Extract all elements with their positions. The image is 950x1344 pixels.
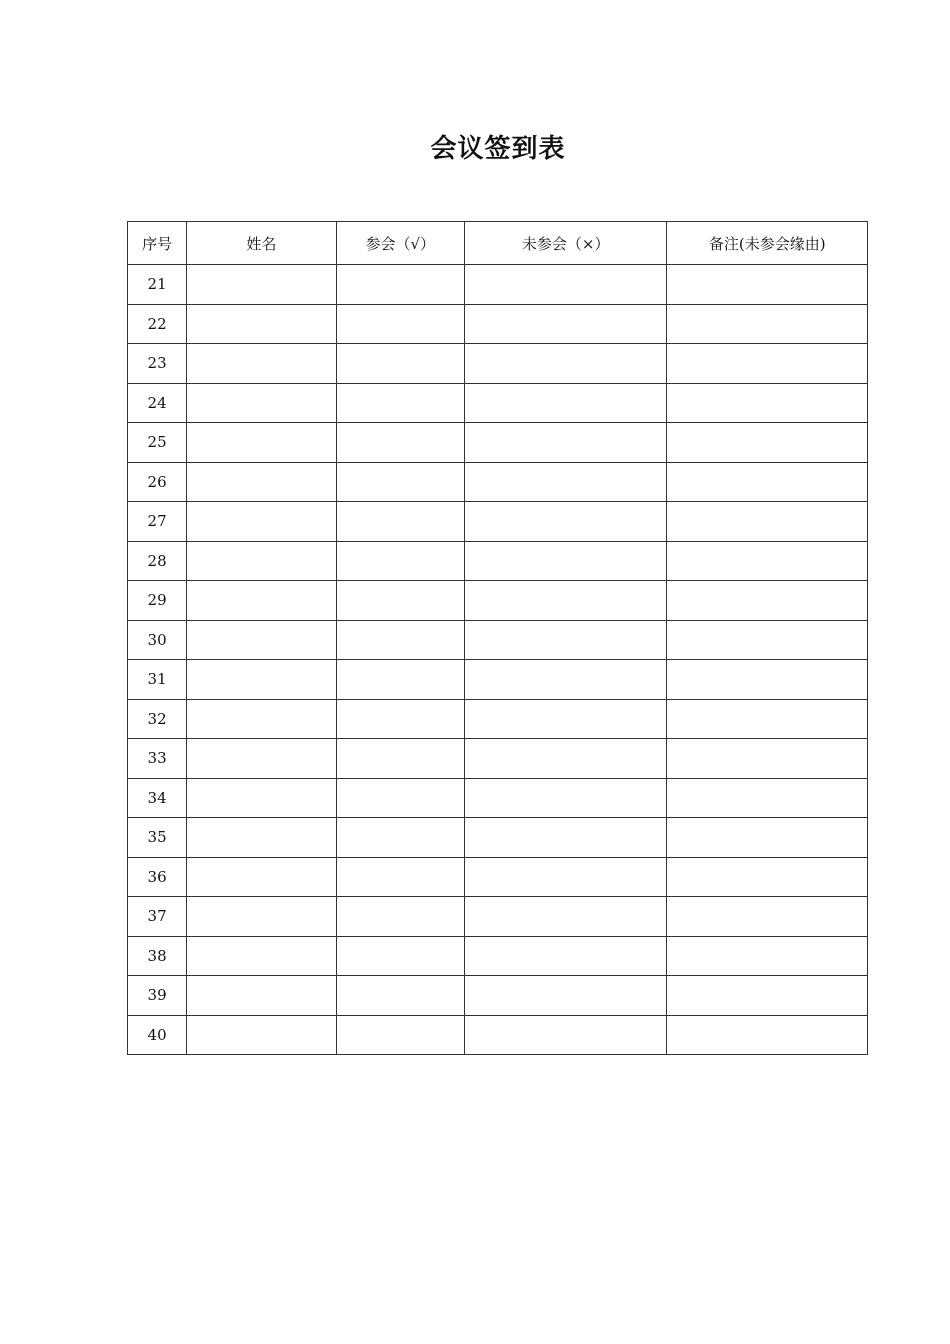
cell-name[interactable] <box>187 936 336 976</box>
cell-no: 32 <box>128 699 187 739</box>
cell-note[interactable] <box>667 739 868 779</box>
table-row <box>128 265 868 305</box>
cell-name[interactable] <box>187 344 336 384</box>
cell-note[interactable] <box>667 502 868 542</box>
cell-note[interactable] <box>667 660 868 700</box>
cell-attend[interactable] <box>336 936 464 976</box>
cell-note[interactable] <box>667 1015 868 1055</box>
cell-no: 35 <box>128 818 187 858</box>
table-row <box>128 818 868 858</box>
cell-attend[interactable] <box>336 541 464 581</box>
cell-note[interactable] <box>667 857 868 897</box>
cell-attend[interactable] <box>336 423 464 463</box>
cell-attend[interactable] <box>336 897 464 937</box>
cell-no: 26 <box>128 462 187 502</box>
table-row <box>128 423 868 463</box>
cell-attend[interactable] <box>336 699 464 739</box>
table-row <box>128 383 868 423</box>
cell-absent[interactable] <box>464 462 667 502</box>
cell-absent[interactable] <box>464 857 667 897</box>
cell-name[interactable] <box>187 304 336 344</box>
table-row <box>128 541 868 581</box>
cell-note[interactable] <box>667 344 868 384</box>
cell-note[interactable] <box>667 818 868 858</box>
cell-attend[interactable] <box>336 778 464 818</box>
cell-absent[interactable] <box>464 502 667 542</box>
cell-name[interactable] <box>187 462 336 502</box>
cell-note[interactable] <box>667 699 868 739</box>
table-header-row <box>128 222 868 265</box>
cell-name[interactable] <box>187 818 336 858</box>
table-row <box>128 739 868 779</box>
cell-note[interactable] <box>667 897 868 937</box>
cell-note[interactable] <box>667 976 868 1016</box>
cell-name[interactable] <box>187 778 336 818</box>
table-row <box>128 581 868 621</box>
cell-no: 37 <box>128 897 187 937</box>
cell-absent[interactable] <box>464 976 667 1016</box>
cell-attend[interactable] <box>336 304 464 344</box>
table-row <box>128 462 868 502</box>
cell-no: 34 <box>128 778 187 818</box>
table-row <box>128 976 868 1016</box>
cell-no: 33 <box>128 739 187 779</box>
cell-note[interactable] <box>667 423 868 463</box>
cell-absent[interactable] <box>464 383 667 423</box>
header-attend: 参会（√） <box>336 222 464 265</box>
page-title: 会议签到表 <box>430 134 566 164</box>
cell-no: 21 <box>128 265 187 305</box>
cell-name[interactable] <box>187 1015 336 1055</box>
cell-absent[interactable] <box>464 699 667 739</box>
cell-absent[interactable] <box>464 660 667 700</box>
sign-in-table <box>127 221 868 1055</box>
cell-name[interactable] <box>187 620 336 660</box>
cell-no: 24 <box>128 383 187 423</box>
table-row <box>128 699 868 739</box>
cell-no: 28 <box>128 541 187 581</box>
cell-no: 36 <box>128 857 187 897</box>
cell-name[interactable] <box>187 541 336 581</box>
cell-absent[interactable] <box>464 423 667 463</box>
table-row <box>128 897 868 937</box>
table-row <box>128 1015 868 1055</box>
table-row <box>128 620 868 660</box>
cell-name[interactable] <box>187 383 336 423</box>
cell-name[interactable] <box>187 857 336 897</box>
cell-attend[interactable] <box>336 660 464 700</box>
cell-attend[interactable] <box>336 462 464 502</box>
cell-no: 30 <box>128 620 187 660</box>
cell-attend[interactable] <box>336 581 464 621</box>
table-row <box>128 936 868 976</box>
table-row <box>128 344 868 384</box>
cell-absent[interactable] <box>464 581 667 621</box>
cell-absent[interactable] <box>464 818 667 858</box>
cell-note[interactable] <box>667 462 868 502</box>
cell-attend[interactable] <box>336 383 464 423</box>
cell-no: 22 <box>128 304 187 344</box>
cell-no: 39 <box>128 976 187 1016</box>
cell-attend[interactable] <box>336 502 464 542</box>
cell-absent[interactable] <box>464 620 667 660</box>
cell-attend[interactable] <box>336 344 464 384</box>
cell-absent[interactable] <box>464 344 667 384</box>
cell-no: 23 <box>128 344 187 384</box>
header-no: 序号 <box>128 222 187 265</box>
cell-attend[interactable] <box>336 818 464 858</box>
cell-attend[interactable] <box>336 976 464 1016</box>
header-note: 备注(未参会缘由) <box>667 222 868 265</box>
cell-name[interactable] <box>187 897 336 937</box>
cell-no: 25 <box>128 423 187 463</box>
cell-name[interactable] <box>187 581 336 621</box>
cell-absent[interactable] <box>464 936 667 976</box>
table-row <box>128 304 868 344</box>
cell-attend[interactable] <box>336 739 464 779</box>
cell-name[interactable] <box>187 660 336 700</box>
cell-note[interactable] <box>667 541 868 581</box>
cell-name[interactable] <box>187 265 336 305</box>
cell-note[interactable] <box>667 265 868 305</box>
cell-absent[interactable] <box>464 304 667 344</box>
cell-absent[interactable] <box>464 778 667 818</box>
cell-no: 29 <box>128 581 187 621</box>
cell-no: 31 <box>128 660 187 700</box>
cell-absent[interactable] <box>464 1015 667 1055</box>
cell-absent[interactable] <box>464 897 667 937</box>
cell-absent[interactable] <box>464 265 667 305</box>
table-row <box>128 778 868 818</box>
cell-attend[interactable] <box>336 857 464 897</box>
table-row <box>128 660 868 700</box>
table-row <box>128 857 868 897</box>
cell-no: 38 <box>128 936 187 976</box>
table-body <box>128 265 868 1055</box>
table-row <box>128 502 868 542</box>
cell-name[interactable] <box>187 739 336 779</box>
cell-attend[interactable] <box>336 620 464 660</box>
cell-absent[interactable] <box>464 541 667 581</box>
cell-name[interactable] <box>187 976 336 1016</box>
cell-note[interactable] <box>667 581 868 621</box>
cell-attend[interactable] <box>336 265 464 305</box>
header-absent: 未参会（×） <box>464 222 667 265</box>
cell-name[interactable] <box>187 423 336 463</box>
cell-no: 27 <box>128 502 187 542</box>
cell-attend[interactable] <box>336 1015 464 1055</box>
cell-note[interactable] <box>667 383 868 423</box>
cell-note[interactable] <box>667 778 868 818</box>
cell-name[interactable] <box>187 699 336 739</box>
cell-name[interactable] <box>187 502 336 542</box>
cell-no: 40 <box>128 1015 187 1055</box>
header-name: 姓名 <box>187 222 336 265</box>
cell-absent[interactable] <box>464 739 667 779</box>
cell-note[interactable] <box>667 936 868 976</box>
cell-note[interactable] <box>667 304 868 344</box>
cell-note[interactable] <box>667 620 868 660</box>
